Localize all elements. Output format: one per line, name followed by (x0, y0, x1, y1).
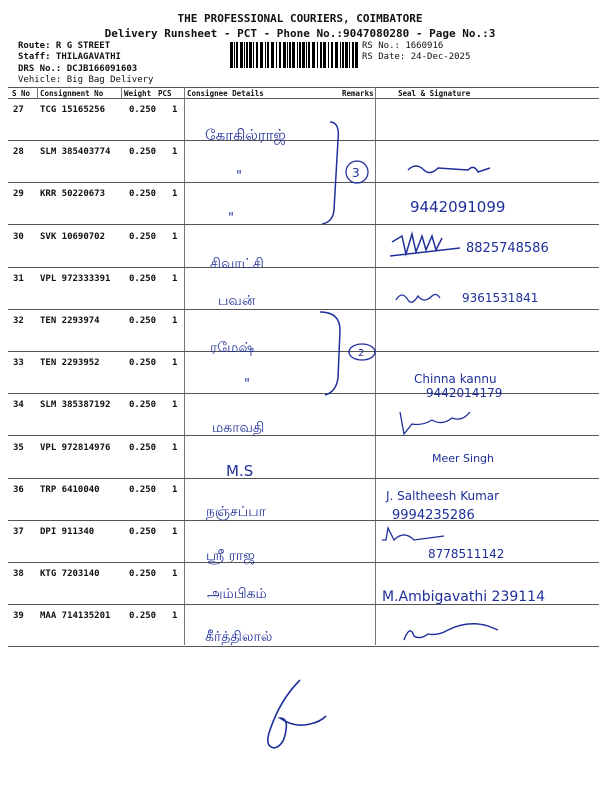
signature-scribble (390, 234, 460, 256)
bracket-group-1 (322, 122, 338, 224)
consignment-cell: VPL 972814976 (40, 442, 111, 453)
weight-cell: 0.250 (129, 611, 157, 622)
consignment-cell: SVK 10690702 (40, 231, 106, 242)
weight-cell: 0.250 (129, 231, 157, 242)
sno-cell: 38 (13, 569, 24, 580)
sno-cell: 37 (13, 527, 24, 537)
signature-name: J. Saltheesh Kumar (386, 489, 500, 503)
consignee-handwriting: M.S (226, 462, 254, 480)
pcs-cell: 1 (172, 105, 178, 115)
consignee-handwriting: ஸ்ரீ ராஜ (206, 548, 255, 564)
pcs-cell: 1 (172, 231, 178, 242)
weight-cell: 0.250 (129, 105, 157, 115)
pcs-cell: 1 (172, 442, 178, 453)
weight-cell: 0.250 (129, 147, 157, 158)
pcs-cell: 1 (172, 400, 178, 411)
sno-cell: 36 (13, 484, 24, 495)
pcs-cell: 1 (172, 484, 178, 495)
pcs-cell: 1 (172, 273, 178, 284)
consignee-handwriting: மகாவதி (212, 420, 265, 436)
col-remarks: Remarks (342, 89, 374, 98)
signature-name: Chinna kannu (414, 372, 497, 386)
signature-phone: 9442014179 (426, 386, 503, 400)
consignment-cell: SLM 385403774 (40, 147, 111, 158)
consignee-handwriting: " (236, 169, 242, 184)
consignee-handwriting: அம்பிகம் (207, 586, 267, 602)
pcs-cell: 1 (172, 147, 178, 158)
signature-scribble (400, 412, 470, 434)
consignee-handwriting: பவன் (218, 293, 256, 309)
consignment-cell: KTG 7203140 (40, 569, 100, 580)
signature-scribble (396, 294, 440, 302)
consignment-cell: DPI 911340 (40, 527, 95, 537)
sno-cell: 32 (13, 316, 24, 326)
signature-scribble (404, 624, 498, 640)
pcs-cell: 1 (172, 527, 178, 537)
signature-phone: 9994235286 (392, 508, 475, 523)
sno-cell: 28 (13, 147, 24, 158)
runsheet-subtitle: Delivery Runsheet - PCT - Phone No.:9047080280 - Page No.:3 (104, 27, 496, 40)
signature-scribble (408, 166, 490, 173)
consignment-cell: MAA 714135201 (40, 611, 111, 622)
consignee-handwriting: கோகில்ராஜ் (205, 126, 286, 144)
signature-phone: 8778511142 (428, 547, 505, 561)
col-consignment: Consignment No (40, 89, 104, 98)
rs-date: RS Date: 24-Dec-2025 (362, 52, 471, 62)
page-title: THE PROFESSIONAL COURIERS, COIMBATORE (177, 12, 423, 25)
signature-name: Meer Singh (432, 452, 495, 465)
sno-cell: 35 (13, 442, 24, 453)
sno-cell: 30 (13, 231, 24, 242)
signature-name: M.Ambigavathi 239114 (382, 589, 545, 605)
col-sno: S No (12, 89, 31, 98)
consignee-handwriting: நஞ்சப்பா (206, 504, 266, 520)
consignee-handwriting: ரமேஷ் (210, 340, 255, 356)
consignee-handwriting: " (228, 211, 234, 226)
signature-phone: 8825748586 (466, 241, 549, 256)
weight-cell: 0.250 (129, 442, 157, 453)
weight-cell: 0.250 (129, 484, 157, 495)
drs-label: DRS No.: DCJB166091603 (18, 64, 138, 74)
pcs-cell: 1 (172, 569, 178, 580)
bracket-group-2 (320, 312, 340, 395)
consignee-handwriting: சிவாட்சி (210, 256, 264, 272)
consignee-handwriting: " (244, 377, 250, 392)
weight-cell: 0.250 (129, 400, 157, 411)
signature-phone: 9442091099 (410, 198, 506, 216)
sno-cell: 29 (13, 189, 24, 200)
col-weight: Weight (124, 89, 152, 98)
pcs-cell: 1 (172, 611, 178, 622)
col-seal: Seal & Signature (398, 89, 471, 98)
pcs-cell: 1 (172, 316, 178, 326)
weight-cell: 0.250 (129, 569, 157, 580)
sno-cell: 31 (13, 273, 24, 284)
vehicle-label: Vehicle: Big Bag Delivery (18, 75, 154, 85)
pcs-cell: 1 (172, 189, 178, 200)
col-pcs: PCS (158, 89, 172, 98)
col-consignee: Consignee Details (187, 89, 264, 98)
consignee-handwriting: கீர்த்திலால் (205, 629, 273, 645)
sno-cell: 27 (13, 105, 24, 115)
group-count-1: 3 (352, 166, 360, 180)
pcs-cell: 1 (172, 358, 178, 369)
staff-signature (268, 680, 326, 748)
consignment-cell: TEN 2293952 (40, 358, 100, 369)
sno-cell: 33 (13, 358, 24, 369)
sno-cell: 34 (13, 400, 24, 411)
rs-number: RS No.: 1660916 (362, 41, 444, 51)
route-label: Route: R G STREET (18, 41, 111, 51)
consignment-cell: SLM 385387192 (40, 400, 111, 411)
signature-scribble (382, 528, 444, 540)
signature-phone: 9361531841 (462, 291, 539, 305)
staff-label: Staff: THILAGAVATHI (18, 52, 121, 62)
weight-cell: 0.250 (129, 189, 157, 200)
consignment-cell: TEN 2293974 (40, 316, 100, 326)
weight-cell: 0.250 (129, 358, 157, 369)
group-count-2: 2 (358, 348, 365, 359)
consignment-cell: TRP 6410040 (40, 484, 100, 495)
consignment-cell: KRR 50220673 (40, 189, 106, 200)
weight-cell: 0.250 (129, 527, 157, 537)
consignment-cell: TCG 15165256 (40, 105, 106, 115)
sno-cell: 39 (13, 611, 24, 622)
weight-cell: 0.250 (129, 316, 157, 326)
weight-cell: 0.250 (129, 273, 157, 284)
consignment-cell: VPL 972333391 (40, 273, 111, 284)
